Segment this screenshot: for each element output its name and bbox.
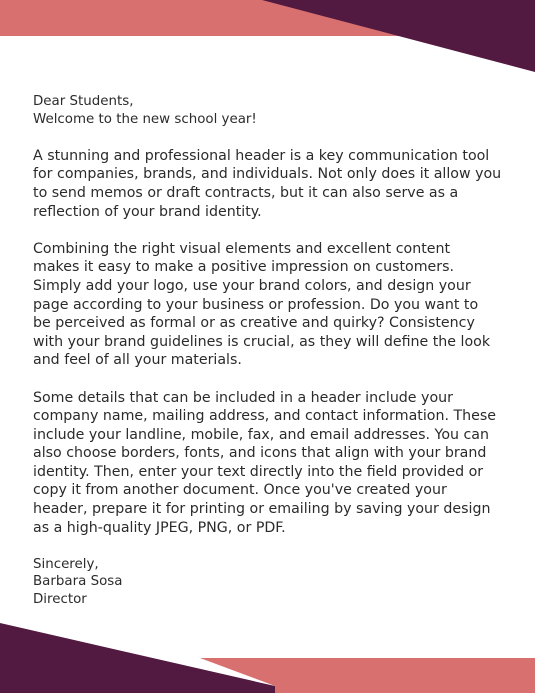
signer-title: Director <box>33 592 87 608</box>
paragraph-line: makes it easy to make a positive impression on customers. <box>33 259 454 276</box>
paragraph-line: A stunning and professional header is a key communication tool <box>33 147 490 164</box>
paragraph-line: include your landline, mobile, fax, and email addresses. You can <box>33 426 489 443</box>
paragraph-line: identity. Then, enter your text directly into the field provided or <box>33 463 484 480</box>
greeting-text: Dear Students, <box>33 94 134 109</box>
paragraph-3 <box>33 389 508 538</box>
paragraph-line: reflection of your brand identity. <box>33 203 262 220</box>
welcome-text: Welcome to the new school year! <box>33 111 257 127</box>
paragraph-line: Combining the right visual elements and excellent content <box>33 240 451 257</box>
paragraph-line: also choose borders, fonts, and icons that align with your brand <box>33 445 487 462</box>
signer-name: Barbara Sosa <box>33 574 123 590</box>
paragraph-line: copy it from another document. Once you've created your <box>33 482 447 499</box>
paragraph-2 <box>33 240 508 370</box>
paragraph-line: Some details that can be included in a header include your <box>33 389 453 406</box>
paragraph-line: and feel of all your materials. <box>33 352 242 369</box>
paragraph-line: be perceived as formal or as creative and quirky? Consistency <box>33 315 475 332</box>
closing-block <box>33 556 508 609</box>
paragraph-line: with your brand guidelines is crucial, as they will define the look <box>33 333 491 350</box>
paragraph-line: to send memos or draft contracts, but it can also serve as a <box>33 184 459 201</box>
signoff-text: Sincerely, <box>33 556 99 572</box>
paragraph-line: page according to your business or profession. Do you want to <box>33 296 479 313</box>
paragraph-1 <box>33 147 508 221</box>
letter-body <box>33 93 508 609</box>
paragraph-line: Simply add your logo, use your brand colors, and design your <box>33 277 471 294</box>
paragraph-line: header, prepare it for printing or emailing by saving your design <box>33 501 491 518</box>
bottom-coral-band <box>275 658 535 693</box>
paragraph-line: for companies, brands, and individuals. Not only does it allow you <box>33 166 502 183</box>
paragraph-line: company name, mailing address, and contact information. These <box>33 408 496 425</box>
salutation <box>33 93 508 128</box>
paragraph-line: as a high-quality JPEG, PNG, or PDF. <box>33 519 286 536</box>
